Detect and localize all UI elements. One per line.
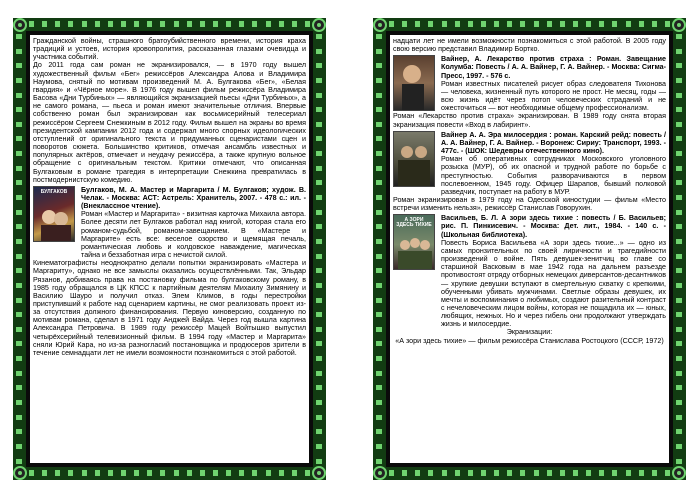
book-annotation: Повесть Бориса Васильева «А зори здесь тихие...» — одно из самых пронзительных по своей лиричности и трагедийности произведений о войне. Пять девушек-зенитчиц во главе со старшиной Васковым в мае 1942 года на дальнем разъезде противостоят отряду отборных немецких диверсантов-десантников — хрупкие девушки вступают в смертельную схватку с крепкими, обученными убивать мужчинами. Светлые образы девушек, их мечты и воспоминания о любимых, создают разительный контраст с нечеловеческим лицом войны, которая не пощадила их — юных, любящих, нежных. Но и через гибель они продолжают утверждать жизнь и милосердие.: [441, 238, 666, 329]
book-entry-master: [33, 186, 306, 259]
intro-paragraph: Гражданской войны, страшного братоубийственного времени, история краха традиций и устоев, история кровопролития, рассказанная глазами очевидца и участника событий.: [33, 37, 306, 62]
film-reel-icon: [672, 18, 686, 32]
left-page: [13, 18, 326, 480]
cover-title: А ЗОРИ ЗДЕСЬ ТИХИЕ: [396, 217, 432, 229]
screen-adaptations-text: «А зори здесь тихие» — фильм режиссёра Станислава Ростоцкого (СССР, 1972): [395, 336, 664, 345]
film-strip-bottom: [373, 467, 686, 480]
adaptations-paragraph: До 2011 года сам роман не экранизировался, — в 1970 году вышел художественный фильм «Бег» режиссёров Александра Алова и Владимира Наумова, снятый по мотивам произведений М. А. Булгакова «Бег», «Белая гвардия» и «Чёрное море». В 1976 году вышел фильм режиссёра Владимира Басова «Дни Турбиных» — являющийся экранизацией пьесы «Дни Турбиных», а не самого романа, — пьеса и роман имеют значительные отличия. Впервые собственно роман был экранизирован как восьмисерийный телесериал режиссёром Сергеем Снежкиным в 2012 году. Фильм вышел на экраны во время президентской кампании 2012 года и содержал много спорных идеологических отступлений от оригинального текста и придуманных сценаристами сцен и поворотов сюжета. Большинство критиков, отмечая ансамбль известных и популярных актёров, отмечает и неудачу режиссёра, а также крупную вольное обращение с оригинальным текстом. Критики отмечают, что описанная Булгаковым в романе трагедия в интерпретации Снежкина превратилась в постмодернистскую комедию.: [33, 61, 306, 184]
book-cover-image: [393, 214, 435, 270]
book-annotation: Роман известных писателей рисует образ следователя Тихонова — человека, жизненный путь которого не прост. Не месяц, годы — всю жизнь идёт через потоп человеческих страданий и не ожесточиться — вот необходимые общему профессионализм.: [441, 79, 666, 113]
cover-illustration: [35, 201, 75, 241]
entry-note: Роман «Лекарство против страха» экранизирован. В 1989 году снята вторая экранизация повести «Вход в лабиринт».: [393, 112, 666, 129]
film-strip-right: [313, 18, 326, 480]
book-citation: Вайнер А. А. Эра милосердия : роман. Карский рейд: повесть / А. А. Вайнер, Г. А. Вайнер. - Воронеж: Сириу: Транспорт, 1993. - 477с. - (ШОК: Шедевры отечественного кино).: [441, 130, 666, 156]
book-annotation: Роман об оперативных сотрудниках Московского уголовного розыска (МУР), об их опасной и трудной работе по борьбе с преступностью. События разворачиваются в первом послевоенном, 1945 году. Офицер Шарапов, бывший полковой разведчик, поступает на работу в МУР.: [441, 155, 666, 196]
film-versions-paragraph: Кинематографисты неоднократно делали попытки экранизировать «Мастера и Маргариту», однако не все замыслы оказались осуществлёнными. Так, Эльдар Рязанов, добиваясь права на постановку фильма по булгаковскому роману, в 1985 году обращался в ЦК КПСС к партийным деятелям Михаилу Зимянину и Василию Шауро и получил отказ. Элем Климов, в годы перестройки приступивший к работе над сценарием картины, не смог реализовать проект из-за отсутствия должного финансирования. Первую киноверсию, созданную по мотивам романа, сделал в 1971 году Анджей Вайда. Через год вышла картина Александра Петровича. В 1989 году режиссёр Мацей Войтышко выпустил четырёхсерийный телевизионный фильм. В 1994 году «Мастер и Маргарита» сняли Юрий Кара, но из-за разногласий постановщика и продюсеров зрители в течение семнадцати лет не имели возможности познакомиться с этой работой.: [33, 259, 306, 357]
book-entry-era: [393, 131, 666, 196]
film-reel-icon: [373, 18, 387, 32]
screen-adaptations-heading: Экранизации:: [506, 328, 553, 337]
right-page: [373, 18, 686, 480]
book-entry-zori: [393, 214, 666, 328]
film-strip-left: [373, 18, 386, 480]
book-cover-image: [33, 186, 75, 242]
cover-portrait: [394, 56, 434, 110]
film-reel-icon: [13, 466, 27, 480]
left-page-content: [30, 35, 309, 463]
film-reel-icon: [312, 18, 326, 32]
book-entry-lekarstvo: [393, 55, 666, 112]
film-strip-left: [13, 18, 26, 480]
lead-paragraph: надцати лет не имели возможности познакомиться с этой работой. В 2005 году свою версию представил Владимир Бортко.: [393, 37, 666, 54]
book-cover-thumb: [33, 186, 77, 259]
book-citation: Булгаков, М. А. Мастер и Маргарита / М. Булгаков; худож. В. Челак. - Москва: АСТ: Астрель: Хранитель, 2007. - 478 с.: ил. - (Внеклассное чтение).: [81, 185, 306, 211]
book-cover-image: [393, 131, 435, 187]
book-cover-image: [393, 55, 435, 111]
book-annotation: Роман «Мастер и Маргарита» - визитная карточка Михаила автора. Более десяти лет Булгаков работал над книгой, которая стала его романом-судьбой, романом-завещанием. В «Мастере и Маргарите» есть все: веселое озорство и щемящая печаль, романтическая любовь и колдовское наваждение, магическая тайна и беззаботная игра с нечистой силой.: [81, 210, 306, 260]
book-citation: Вайнер, А. Лекарство против страха : Роман. Завещание Колумба: Повесть / А. А. Вайнер, Г. А. Вайнер. - Москва: Сигма-Пресс, 1997. - 576 с.: [441, 55, 666, 80]
cover-portrait: [394, 132, 434, 186]
cover-title: БУЛГАКОВ: [40, 188, 68, 195]
film-reel-icon: [13, 18, 27, 32]
film-strip-right: [673, 18, 686, 480]
film-reel-icon: [312, 466, 326, 480]
cover-illustration: [395, 229, 435, 269]
film-reel-icon: [373, 466, 387, 480]
film-reel-icon: [672, 466, 686, 480]
film-strip-bottom: [13, 467, 326, 480]
entry-note: Роман экранизирован в 1979 году на Одесской киностудии — фильм «Место встречи изменить нельзя», режиссёр Станислав Говорухин.: [393, 195, 666, 213]
film-strip-top: [13, 18, 326, 31]
film-strip-top: [373, 18, 686, 31]
right-page-content: [390, 35, 669, 463]
book-citation: Васильев, Б. Л. А зори здесь тихие : повесть / Б. Васильев; рис. П. Пинкисевич. - Москва: Дет. лит., 1984. - 140 с. - (Школьная библиотека).: [441, 214, 666, 239]
